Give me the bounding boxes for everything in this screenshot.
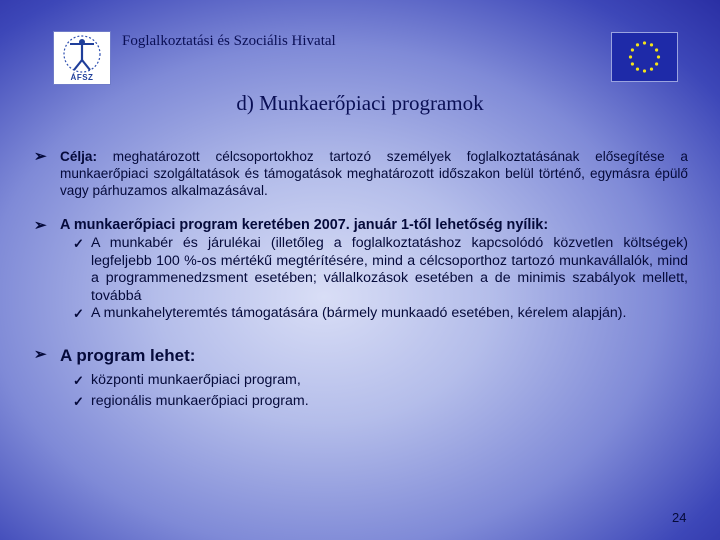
arrowhead-bullet-icon: ➢ <box>34 217 47 234</box>
sub-item-text: A munkabér és járulékai (illetőleg a foglalkoztatáshoz kapcsolódó közvetlen költségek) legfeljebb 100 %-os mértékű megtérítésére, mind a célcsoporthoz tartozó munkavállalók, mind a programmenedzsment esetében; vállalkozások esetében a de minimis szabályok mellett, továbbá <box>91 235 688 304</box>
checkmark-icon: ✓ <box>73 372 84 388</box>
page-number: 24 <box>672 510 687 525</box>
bullet-program-types-lead: A program lehet: <box>60 345 196 365</box>
bullet-goal-lead: Célja: <box>60 149 98 164</box>
sub-item-text: központi munkaerőpiaci program, <box>91 371 301 388</box>
bullet-goal-text: meghatározott célcsoportokhoz tartozó személyek foglalkoztatásának elősegítése a munkaerőpiaci szolgáltatások és támogatások meghatározott időszakon belül történő, egymásra épülő vagy párhuzamos alkalmazásával. <box>60 149 688 198</box>
logo-text: ÁFSZ <box>70 73 94 82</box>
bullet-program-framework <box>34 216 688 323</box>
checkmark-icon: ✓ <box>73 393 84 409</box>
bullet-program-types <box>34 345 688 412</box>
sub-item-text: A munkahelyteremtés támogatására (bármely munkaadó esetében, kérelem alapján). <box>91 305 627 321</box>
eu-flag-icon <box>612 33 677 81</box>
sub-item-text: regionális munkaerőpiaci program. <box>91 392 309 409</box>
slide-title: d) Munkaerőpiaci programok <box>236 91 484 115</box>
bullet-goal <box>34 148 688 199</box>
sub-list <box>60 235 688 323</box>
checkmark-icon: ✓ <box>73 236 84 251</box>
arrowhead-bullet-icon: ➢ <box>34 148 47 165</box>
afsz-logo <box>53 31 111 85</box>
bullet-program-framework-lead: A munkaerőpiaci program keretében 2007. január 1-től lehetőség nyílik: <box>60 217 549 233</box>
sub-item <box>60 391 688 412</box>
bullet-list <box>34 148 688 412</box>
organization-name: Foglalkoztatási és Szociális Hivatal <box>122 33 336 49</box>
sub-list <box>60 370 688 412</box>
sub-item <box>60 305 688 323</box>
eu-flag <box>611 32 678 82</box>
checkmark-icon: ✓ <box>73 306 84 321</box>
sub-item <box>60 370 688 391</box>
arrowhead-bullet-icon: ➢ <box>34 345 47 363</box>
sub-item <box>60 235 688 305</box>
